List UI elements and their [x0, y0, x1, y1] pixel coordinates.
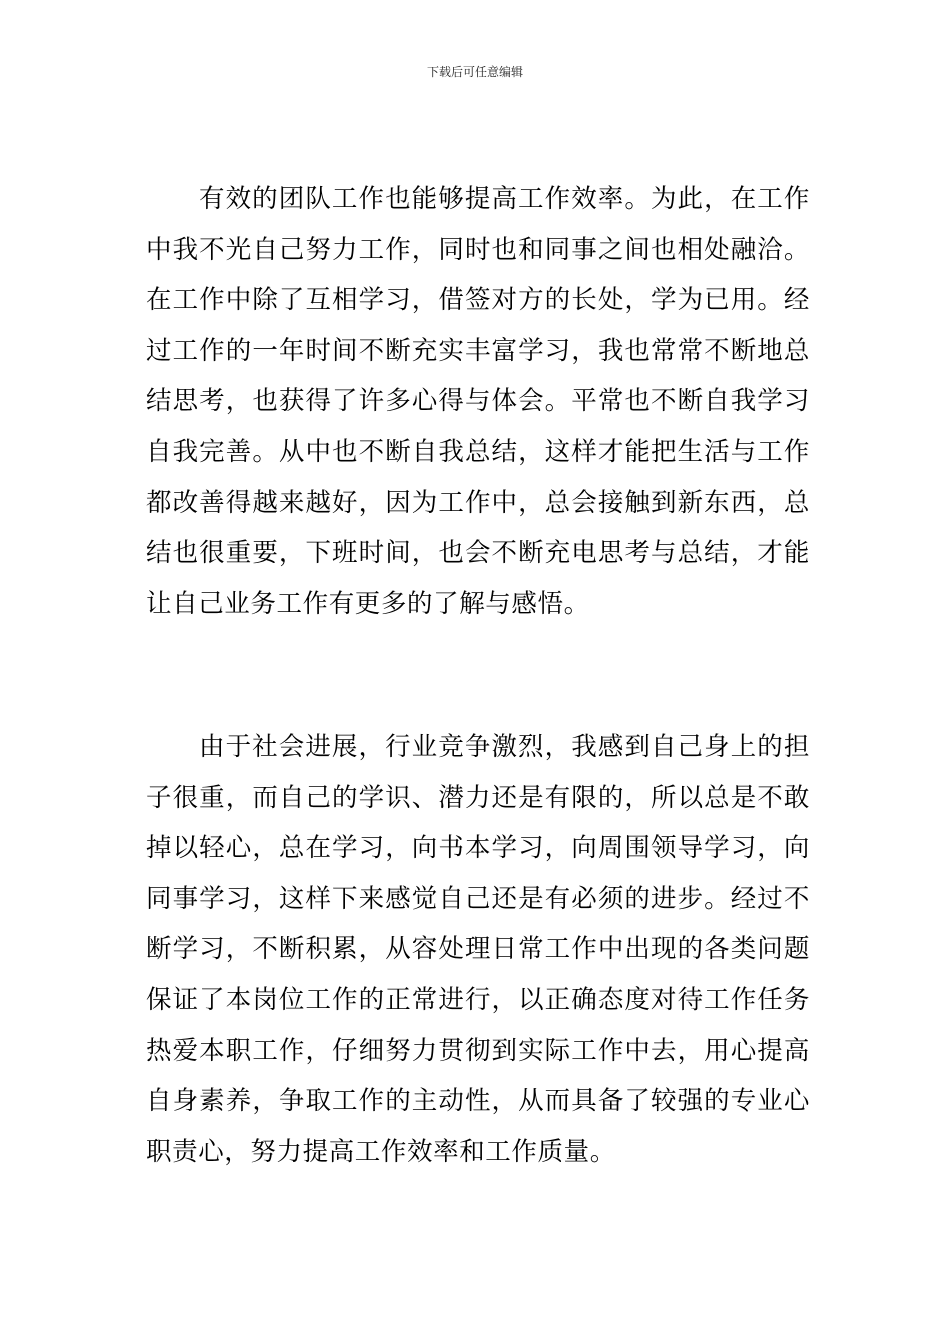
- body-paragraph-2: 由于社会进展，行业竞争激烈，我感到自己身上的担子很重，而自己的学识、潜力还是有限的，所以总是不敢掉以轻心，总在学习，向书本学习，向周围领导学习，向同事学习，这样下来感觉自己还是有必须的进步。经过不断学习，不断积累，从容处理日常工作中出现的各类问题保证了本岗位工作的正常进行，以正确态度对待工作任务热爱本职工作，仔细努力贯彻到实际工作中去，用心提高自身素养，争取工作的主动性，从而具备了较强的专业心职责心，努力提高工作效率和工作质量。: [146, 732, 810, 1167]
- header-note: 下载后可任意编辑: [426, 65, 523, 79]
- body-paragraph-1: 有效的团队工作也能够提高工作效率。为此，在工作中我不光自己努力工作，同时也和同事之间也相处融洽。在工作中除了互相学习，借签对方的长处，学为已用。经过工作的一年时间不断充实丰富学习，我也常常不断地总结思考，也获得了许多心得与体会。平常也不断自我学习自我完善。从中也不断自我总结，这样才能把生活与工作都改善得越来越好，因为工作中，总会接触到新东西，总结也很重要，下班时间，也会不断充电思考与总结，才能让自己业务工作有更多的了解与感悟。: [146, 184, 810, 619]
